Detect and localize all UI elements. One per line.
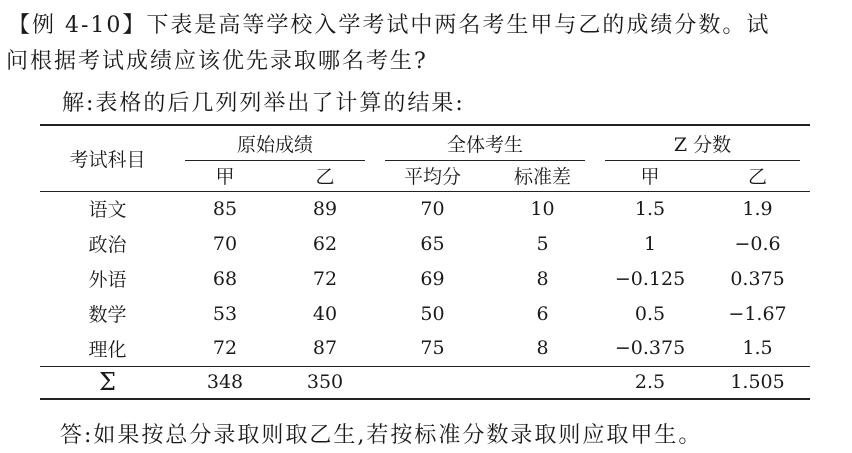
header-group-z [595, 125, 810, 161]
cell-sd: 6 [536, 302, 549, 325]
sum-label: Σ [40, 366, 175, 399]
cell-sd: 8 [536, 337, 549, 360]
cell-sd: 8 [536, 267, 549, 290]
cell-sd: 10 [530, 197, 555, 220]
sum-mean-empty [375, 366, 490, 399]
subheader-z-yi: 乙 [748, 166, 768, 189]
cell-z-yi: −0.6 [734, 232, 781, 255]
table-row [40, 191, 810, 226]
cell-jia: 72 [212, 337, 238, 360]
header-group-z-label: Z 分数 [673, 134, 732, 156]
cell-z-yi: −1.67 [728, 302, 787, 325]
cell-mean: 70 [420, 197, 445, 220]
table-row [40, 296, 810, 331]
cell-yi: 62 [312, 232, 338, 255]
cell-mean: 50 [420, 302, 445, 325]
cell-mean: 69 [420, 267, 445, 290]
header-group-raw-label: 原始成绩 [237, 134, 314, 156]
cell-jia: 85 [212, 197, 238, 220]
header-group-all [375, 125, 595, 161]
score-table [40, 124, 810, 400]
sum-yi: 350 [275, 366, 375, 399]
sum-z-jia: 2.5 [595, 366, 705, 399]
table-row [40, 261, 810, 296]
subheader-jia: 甲 [215, 166, 235, 189]
cell-z-jia: 1 [643, 232, 657, 255]
header-group-all-label: 全体考生 [447, 134, 524, 156]
cell-yi: 89 [312, 197, 338, 220]
cell-z-jia: 1.5 [634, 197, 666, 220]
cell-sd: 5 [536, 232, 549, 255]
question-line-2: 问根据考试成绩应该优先录取哪名考生? [6, 49, 428, 74]
cell-z-jia: −0.375 [614, 337, 686, 360]
cell-mean: 65 [420, 232, 445, 255]
subheader-mean: 平均分 [404, 166, 462, 189]
question-line-1: 【例 4-10】下表是高等学校入学考试中两名考生甲与乙的成绩分数。试 [8, 13, 771, 38]
sum-jia: 348 [175, 366, 275, 399]
subheader-z-jia: 甲 [640, 166, 660, 189]
cell-yi: 72 [312, 267, 338, 290]
cell-yi: 87 [312, 337, 338, 360]
cell-z-yi: 0.375 [730, 267, 785, 290]
cell-subject: 外语 [88, 269, 127, 291]
cell-subject: 数学 [88, 304, 127, 326]
cell-subject: 理化 [88, 338, 127, 361]
cell-subject: 语文 [88, 199, 127, 222]
header-subject: 考试科目 [40, 125, 175, 191]
cell-z-yi: 1.9 [742, 197, 773, 220]
cell-z-yi: 1.5 [742, 337, 773, 360]
cell-jia: 53 [212, 302, 238, 325]
table-row [40, 331, 810, 366]
subheader-sd: 标准差 [514, 166, 572, 189]
cell-z-jia: 0.5 [634, 302, 666, 325]
sum-z-yi: 1.505 [705, 366, 810, 399]
subheader-yi: 乙 [315, 166, 335, 189]
sum-sd-empty [490, 366, 595, 399]
cell-mean: 75 [420, 337, 445, 360]
table-row [40, 226, 810, 261]
cell-yi: 40 [312, 302, 338, 325]
cell-z-jia: −0.125 [614, 267, 686, 290]
cell-jia: 68 [212, 267, 238, 290]
answer-text: 答:如果按总分录取则取乙生,若按标准分数录取则应取甲生。 [60, 423, 703, 448]
cell-subject: 政治 [88, 234, 127, 256]
solution-intro: 解:表格的后几列列举出了计算的结果: [62, 91, 465, 116]
cell-jia: 70 [212, 232, 238, 255]
sum-row [40, 366, 810, 399]
header-group-raw [175, 125, 375, 161]
